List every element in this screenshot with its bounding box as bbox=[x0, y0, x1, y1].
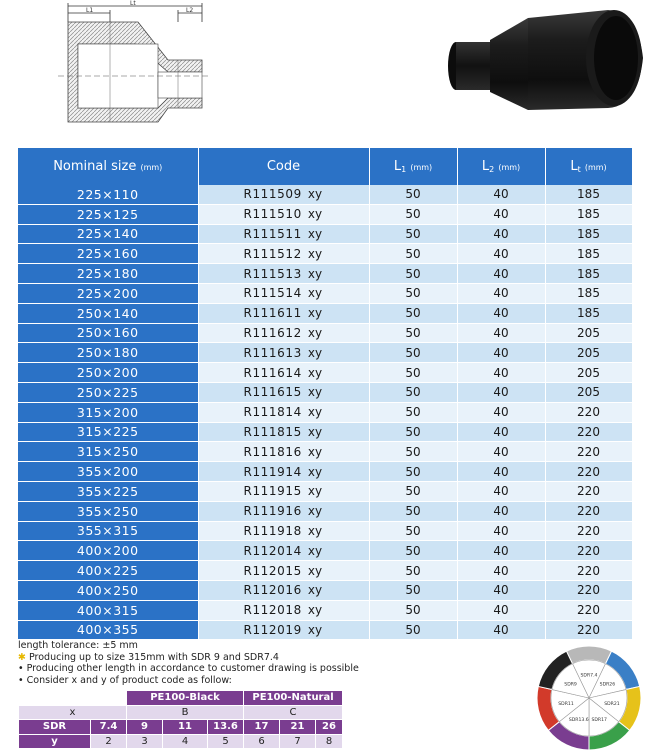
dim-l2-label: L2 bbox=[186, 7, 194, 14]
code-cell bbox=[198, 442, 369, 462]
nominal-size-cell: 400×315 bbox=[18, 600, 198, 620]
lt-cell: 220 bbox=[545, 561, 632, 581]
header-l1-sub: 1 bbox=[401, 165, 407, 174]
sdr-value-cell: 17 bbox=[244, 720, 280, 735]
header-lt-sub: t bbox=[577, 165, 581, 174]
code-value: R111914 bbox=[243, 464, 302, 479]
nominal-size-cell: 225×140 bbox=[18, 224, 198, 244]
header-lt-letter: L bbox=[570, 159, 578, 174]
y-value-cell: 7 bbox=[280, 734, 316, 749]
nominal-size-cell: 250×160 bbox=[18, 323, 198, 343]
reducer-section-drawing bbox=[38, 0, 218, 132]
nominal-size-cell: 250×200 bbox=[18, 363, 198, 383]
sdr-blank-cell bbox=[19, 691, 127, 706]
sdr-x-black: B bbox=[127, 705, 244, 720]
code-suffix: xy bbox=[307, 385, 323, 400]
lt-cell: 185 bbox=[545, 244, 632, 264]
code-suffix: xy bbox=[307, 583, 323, 598]
notes-block bbox=[18, 640, 359, 686]
l2-cell: 40 bbox=[457, 264, 545, 284]
l1-cell: 50 bbox=[369, 204, 457, 224]
header-l1-letter: L bbox=[393, 159, 402, 174]
code-suffix: xy bbox=[307, 444, 323, 459]
l1-cell: 50 bbox=[369, 402, 457, 422]
l1-cell: 50 bbox=[369, 541, 457, 561]
code-suffix: xy bbox=[307, 266, 323, 281]
table-row bbox=[18, 363, 632, 383]
l2-cell: 40 bbox=[457, 501, 545, 521]
wheel-segment-label: SDR7.4 bbox=[580, 673, 598, 679]
table-header-row bbox=[18, 148, 632, 185]
header-l2 bbox=[457, 148, 545, 185]
bullet-star-icon: ✱ bbox=[18, 651, 29, 663]
code-value: R111613 bbox=[243, 345, 302, 360]
l2-cell: 40 bbox=[457, 244, 545, 264]
nominal-size-cell: 315×250 bbox=[18, 442, 198, 462]
bullet-icon: • bbox=[18, 663, 27, 674]
code-suffix: xy bbox=[307, 563, 323, 578]
code-suffix: xy bbox=[307, 187, 323, 202]
code-value: R111614 bbox=[243, 365, 302, 380]
table-row bbox=[18, 244, 632, 264]
lt-cell: 220 bbox=[545, 462, 632, 482]
code-suffix: xy bbox=[307, 246, 323, 261]
l2-cell: 40 bbox=[457, 382, 545, 402]
lt-cell: 185 bbox=[545, 185, 632, 204]
lt-cell: 220 bbox=[545, 521, 632, 541]
header-l2-letter: L bbox=[481, 159, 490, 174]
lt-cell: 220 bbox=[545, 541, 632, 561]
dim-lt-label: Lt bbox=[130, 0, 136, 7]
note-line-3 bbox=[18, 675, 359, 687]
table-row bbox=[18, 481, 632, 501]
lt-cell: 220 bbox=[545, 442, 632, 462]
note-line-2-text: Producing other length in accordance to customer drawing is possible bbox=[26, 663, 359, 674]
l2-cell: 40 bbox=[457, 541, 545, 561]
table-row bbox=[18, 541, 632, 561]
code-cell bbox=[198, 185, 369, 204]
dim-l1-label: L1 bbox=[86, 7, 94, 14]
header-nominal-size-label: Nominal size bbox=[53, 159, 137, 174]
code-value: R112016 bbox=[243, 583, 302, 598]
l2-cell: 40 bbox=[457, 185, 545, 204]
table-row bbox=[18, 462, 632, 482]
code-suffix: xy bbox=[307, 286, 323, 301]
lt-cell: 185 bbox=[545, 264, 632, 284]
header-l1 bbox=[369, 148, 457, 185]
nominal-size-cell: 400×355 bbox=[18, 620, 198, 640]
note-line-1-text: Producing up to size 315mm with SDR 9 and SDR7.4 bbox=[28, 651, 279, 663]
l2-cell: 40 bbox=[457, 561, 545, 581]
sdr-x-label: x bbox=[19, 705, 127, 720]
lt-cell: 220 bbox=[545, 501, 632, 521]
table-row bbox=[18, 620, 632, 640]
nominal-size-cell: 400×250 bbox=[18, 580, 198, 600]
wheel-segment-label: SDR11 bbox=[558, 702, 574, 708]
code-suffix: xy bbox=[307, 484, 323, 499]
code-cell bbox=[198, 600, 369, 620]
code-value: R112014 bbox=[243, 543, 302, 558]
lt-cell: 220 bbox=[545, 481, 632, 501]
code-suffix: xy bbox=[307, 345, 323, 360]
header-code: Code bbox=[198, 148, 369, 185]
table-row bbox=[18, 501, 632, 521]
code-suffix: xy bbox=[307, 523, 323, 538]
header-nominal-size bbox=[18, 148, 198, 185]
nominal-size-cell: 400×200 bbox=[18, 541, 198, 561]
code-cell bbox=[198, 224, 369, 244]
l2-cell: 40 bbox=[457, 600, 545, 620]
nominal-size-cell: 225×160 bbox=[18, 244, 198, 264]
sdr-label: SDR bbox=[19, 720, 91, 735]
code-value: R111815 bbox=[243, 424, 302, 439]
code-suffix: xy bbox=[307, 207, 323, 222]
lt-cell: 185 bbox=[545, 204, 632, 224]
note-tolerance: length tolerance: ±5 mm bbox=[18, 640, 138, 651]
l2-cell: 40 bbox=[457, 283, 545, 303]
code-cell bbox=[198, 402, 369, 422]
code-value: R111511 bbox=[243, 226, 302, 241]
table-row bbox=[18, 283, 632, 303]
code-suffix: xy bbox=[307, 543, 323, 558]
code-cell bbox=[198, 382, 369, 402]
sdr-value-cell: 9 bbox=[127, 720, 163, 735]
wheel-segment-label: SDR9 bbox=[564, 682, 577, 688]
code-suffix: xy bbox=[307, 622, 323, 637]
nominal-size-cell: 355×225 bbox=[18, 481, 198, 501]
code-value: R111615 bbox=[243, 385, 302, 400]
header-l2-unit: (mm) bbox=[498, 163, 521, 172]
l1-cell: 50 bbox=[369, 244, 457, 264]
l1-cell: 50 bbox=[369, 303, 457, 323]
lt-cell: 205 bbox=[545, 363, 632, 383]
code-value: R111512 bbox=[243, 246, 302, 261]
wheel-segment-label: SDR21 bbox=[604, 702, 620, 708]
l2-cell: 40 bbox=[457, 303, 545, 323]
code-cell bbox=[198, 561, 369, 581]
l2-cell: 40 bbox=[457, 481, 545, 501]
sdr-x-natural: C bbox=[244, 705, 343, 720]
lt-cell: 185 bbox=[545, 283, 632, 303]
lt-cell: 220 bbox=[545, 620, 632, 640]
code-value: R112019 bbox=[243, 622, 302, 637]
code-cell bbox=[198, 620, 369, 640]
l1-cell: 50 bbox=[369, 481, 457, 501]
header-l2-sub: 2 bbox=[489, 165, 495, 174]
code-suffix: xy bbox=[307, 424, 323, 439]
code-cell bbox=[198, 481, 369, 501]
l2-cell: 40 bbox=[457, 224, 545, 244]
l1-cell: 50 bbox=[369, 501, 457, 521]
code-suffix: xy bbox=[307, 603, 323, 618]
sdr-value-cell: 13.6 bbox=[208, 720, 244, 735]
code-cell bbox=[198, 204, 369, 224]
code-value: R111916 bbox=[243, 504, 302, 519]
code-suffix: xy bbox=[307, 226, 323, 241]
l2-cell: 40 bbox=[457, 442, 545, 462]
nominal-size-cell: 225×180 bbox=[18, 264, 198, 284]
code-suffix: xy bbox=[307, 325, 323, 340]
table-row bbox=[18, 561, 632, 581]
code-cell bbox=[198, 580, 369, 600]
l2-cell: 40 bbox=[457, 422, 545, 442]
l1-cell: 50 bbox=[369, 561, 457, 581]
sdr-value-cell: 26 bbox=[316, 720, 343, 735]
l2-cell: 40 bbox=[457, 204, 545, 224]
l2-cell: 40 bbox=[457, 323, 545, 343]
table-row bbox=[18, 402, 632, 422]
code-cell bbox=[198, 283, 369, 303]
note-line-1 bbox=[18, 652, 359, 664]
lt-cell: 220 bbox=[545, 580, 632, 600]
l1-cell: 50 bbox=[369, 521, 457, 541]
sdr-x-row bbox=[19, 705, 343, 720]
nominal-size-cell: 250×225 bbox=[18, 382, 198, 402]
sdr-material-row bbox=[19, 691, 343, 706]
code-cell bbox=[198, 244, 369, 264]
sdr-values-row bbox=[19, 720, 343, 735]
code-cell bbox=[198, 303, 369, 323]
table-row bbox=[18, 521, 632, 541]
nominal-size-cell: 225×110 bbox=[18, 185, 198, 204]
sdr-value-cell: 21 bbox=[280, 720, 316, 735]
nominal-size-cell: 315×225 bbox=[18, 422, 198, 442]
wheel-segment-label: SDR17 bbox=[591, 718, 607, 724]
sdr-pe-natural: PE100-Natural bbox=[244, 691, 343, 706]
table-row bbox=[18, 323, 632, 343]
code-value: R111612 bbox=[243, 325, 302, 340]
l2-cell: 40 bbox=[457, 402, 545, 422]
lt-cell: 205 bbox=[545, 343, 632, 363]
table-row bbox=[18, 224, 632, 244]
table-row bbox=[18, 343, 632, 363]
table-row bbox=[18, 303, 632, 323]
reducer-product-photo bbox=[438, 0, 653, 115]
l1-cell: 50 bbox=[369, 580, 457, 600]
lt-cell: 220 bbox=[545, 402, 632, 422]
lt-cell: 220 bbox=[545, 422, 632, 442]
l1-cell: 50 bbox=[369, 224, 457, 244]
dimensions-table bbox=[18, 148, 633, 640]
code-cell bbox=[198, 343, 369, 363]
l1-cell: 50 bbox=[369, 185, 457, 204]
code-value: R111816 bbox=[243, 444, 302, 459]
y-value-cell: 4 bbox=[163, 734, 208, 749]
sdr-code-table bbox=[18, 690, 343, 749]
code-suffix: xy bbox=[307, 504, 323, 519]
nominal-size-cell: 315×200 bbox=[18, 402, 198, 422]
l1-cell: 50 bbox=[369, 382, 457, 402]
header-lt bbox=[545, 148, 632, 185]
l2-cell: 40 bbox=[457, 580, 545, 600]
code-suffix: xy bbox=[307, 405, 323, 420]
table-row bbox=[18, 580, 632, 600]
code-value: R111513 bbox=[243, 266, 302, 281]
code-value: R111509 bbox=[243, 187, 302, 202]
wheel-segment-label: SDR13.6 bbox=[568, 718, 589, 724]
wheel-segment-label: SDR26 bbox=[599, 682, 616, 688]
nominal-size-cell: 225×125 bbox=[18, 204, 198, 224]
code-cell bbox=[198, 521, 369, 541]
nominal-size-cell: 250×140 bbox=[18, 303, 198, 323]
code-cell bbox=[198, 462, 369, 482]
l2-cell: 40 bbox=[457, 343, 545, 363]
sdr-value-cell: 11 bbox=[163, 720, 208, 735]
l2-cell: 40 bbox=[457, 363, 545, 383]
l1-cell: 50 bbox=[369, 323, 457, 343]
nominal-size-cell: 355×315 bbox=[18, 521, 198, 541]
nominal-size-cell: 225×200 bbox=[18, 283, 198, 303]
sdr-pe-black: PE100-Black bbox=[127, 691, 244, 706]
code-cell bbox=[198, 323, 369, 343]
l1-cell: 50 bbox=[369, 264, 457, 284]
code-cell bbox=[198, 541, 369, 561]
code-value: R112018 bbox=[243, 603, 302, 618]
note-line-2 bbox=[18, 663, 359, 675]
lt-cell: 205 bbox=[545, 382, 632, 402]
code-suffix: xy bbox=[307, 464, 323, 479]
bullet-icon: • bbox=[18, 674, 27, 686]
lt-cell: 220 bbox=[545, 600, 632, 620]
l1-cell: 50 bbox=[369, 620, 457, 640]
l1-cell: 50 bbox=[369, 283, 457, 303]
l1-cell: 50 bbox=[369, 442, 457, 462]
code-cell bbox=[198, 363, 369, 383]
nominal-size-cell: 400×225 bbox=[18, 561, 198, 581]
l1-cell: 50 bbox=[369, 462, 457, 482]
code-cell bbox=[198, 501, 369, 521]
table-row bbox=[18, 185, 632, 204]
code-value: R111918 bbox=[243, 523, 302, 538]
table-row bbox=[18, 422, 632, 442]
nominal-size-cell: 250×180 bbox=[18, 343, 198, 363]
header-l1-unit: (mm) bbox=[410, 163, 433, 172]
nominal-size-cell: 355×250 bbox=[18, 501, 198, 521]
table-row bbox=[18, 442, 632, 462]
l1-cell: 50 bbox=[369, 422, 457, 442]
y-label: y bbox=[19, 734, 91, 749]
code-value: R111611 bbox=[243, 306, 302, 321]
code-cell bbox=[198, 264, 369, 284]
code-value: R111915 bbox=[243, 484, 302, 499]
y-value-cell: 2 bbox=[91, 734, 127, 749]
l2-cell: 40 bbox=[457, 462, 545, 482]
l2-cell: 40 bbox=[457, 620, 545, 640]
table-row bbox=[18, 382, 632, 402]
code-suffix: xy bbox=[307, 306, 323, 321]
y-value-cell: 3 bbox=[127, 734, 163, 749]
code-value: R112015 bbox=[243, 563, 302, 578]
code-suffix: xy bbox=[307, 365, 323, 380]
lt-cell: 205 bbox=[545, 323, 632, 343]
l1-cell: 50 bbox=[369, 600, 457, 620]
nominal-size-cell: 355×200 bbox=[18, 462, 198, 482]
y-value-cell: 5 bbox=[208, 734, 244, 749]
lt-cell: 185 bbox=[545, 224, 632, 244]
y-value-cell: 8 bbox=[316, 734, 343, 749]
sdr-value-cell: 7.4 bbox=[91, 720, 127, 735]
lt-cell: 185 bbox=[545, 303, 632, 323]
code-cell bbox=[198, 422, 369, 442]
sdr-y-row bbox=[19, 734, 343, 749]
note-line-3-text: Consider x and y of product code as follow: bbox=[26, 674, 232, 686]
y-value-cell: 6 bbox=[244, 734, 280, 749]
l1-cell: 50 bbox=[369, 343, 457, 363]
l1-cell: 50 bbox=[369, 363, 457, 383]
table-row bbox=[18, 204, 632, 224]
l2-cell: 40 bbox=[457, 521, 545, 541]
header-nominal-size-unit: (mm) bbox=[140, 163, 163, 172]
table-row bbox=[18, 600, 632, 620]
code-value: R111814 bbox=[243, 405, 302, 420]
code-value: R111514 bbox=[243, 286, 302, 301]
sdr-color-wheel bbox=[535, 644, 643, 751]
table-row bbox=[18, 264, 632, 284]
header-lt-unit: (mm) bbox=[584, 163, 607, 172]
code-value: R111510 bbox=[243, 207, 302, 222]
